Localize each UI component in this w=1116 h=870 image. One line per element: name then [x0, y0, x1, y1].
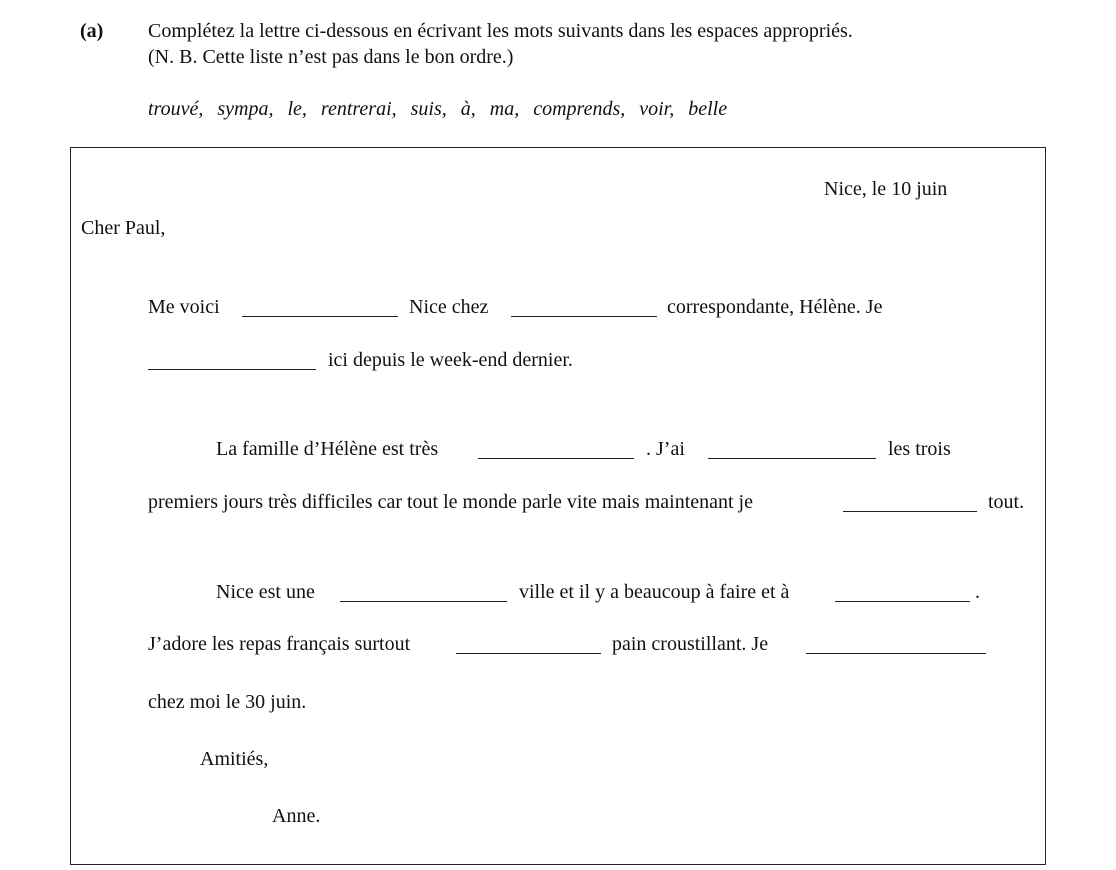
blank-4[interactable]	[478, 458, 634, 459]
blank-1[interactable]	[242, 316, 398, 317]
blank-6[interactable]	[843, 511, 977, 512]
p2-text-4: premiers jours très difficiles car tout le monde parle vite mais maintenant je	[148, 491, 753, 513]
p2-text-1: La famille d’Hélène est très	[216, 438, 439, 460]
letter-greeting: Cher Paul,	[81, 217, 166, 239]
blank-3[interactable]	[148, 369, 316, 370]
blank-8[interactable]	[835, 601, 970, 602]
p3-text-4: J’adore les repas français surtout	[148, 633, 411, 655]
p1-text-1: Me voici	[148, 296, 220, 318]
instruction-line-2: (N. B. Cette liste n’est pas dans le bon ordre.)	[148, 46, 514, 68]
p2-text-2: . J’ai	[646, 438, 685, 460]
letter-signature: Anne.	[272, 805, 321, 827]
p3-text-5: pain croustillant. Je	[612, 633, 769, 655]
blank-9[interactable]	[456, 653, 601, 654]
word-item: comprends,	[533, 98, 626, 120]
exercise-label: (a)	[80, 20, 104, 42]
p2-text-5: tout.	[988, 491, 1025, 513]
blank-5[interactable]	[708, 458, 876, 459]
word-item: le,	[287, 98, 307, 120]
word-item: à,	[460, 98, 476, 120]
blank-10[interactable]	[806, 653, 986, 654]
word-item: rentrerai,	[320, 98, 397, 120]
instruction-line-1: Complétez la lettre ci-dessous en écrivant les mots suivants dans les espaces appropriés.	[148, 20, 853, 42]
p2-text-3: les trois	[888, 438, 951, 460]
blank-7[interactable]	[340, 601, 507, 602]
p1-text-3: correspondante, Hélène. Je	[667, 296, 883, 318]
word-list	[148, 97, 727, 121]
word-item: ma,	[489, 98, 520, 120]
word-item: belle	[688, 98, 728, 120]
letter-closing: Amitiés,	[200, 748, 269, 770]
word-item: trouvé,	[148, 98, 204, 120]
p3-text-2: ville et il y a beaucoup à faire et à	[519, 581, 790, 603]
p1-text-2: Nice chez	[409, 296, 489, 318]
p1-text-4: ici depuis le week-end dernier.	[328, 349, 573, 371]
p3-text-1: Nice est une	[216, 581, 315, 603]
blank-2[interactable]	[511, 316, 657, 317]
p3-text-3: .	[975, 581, 980, 603]
word-item: suis,	[410, 98, 447, 120]
letter-date: Nice, le 10 juin	[824, 178, 948, 200]
word-item: voir,	[639, 98, 675, 120]
word-item: sympa,	[217, 98, 274, 120]
p3-text-6: chez moi le 30 juin.	[148, 691, 307, 713]
